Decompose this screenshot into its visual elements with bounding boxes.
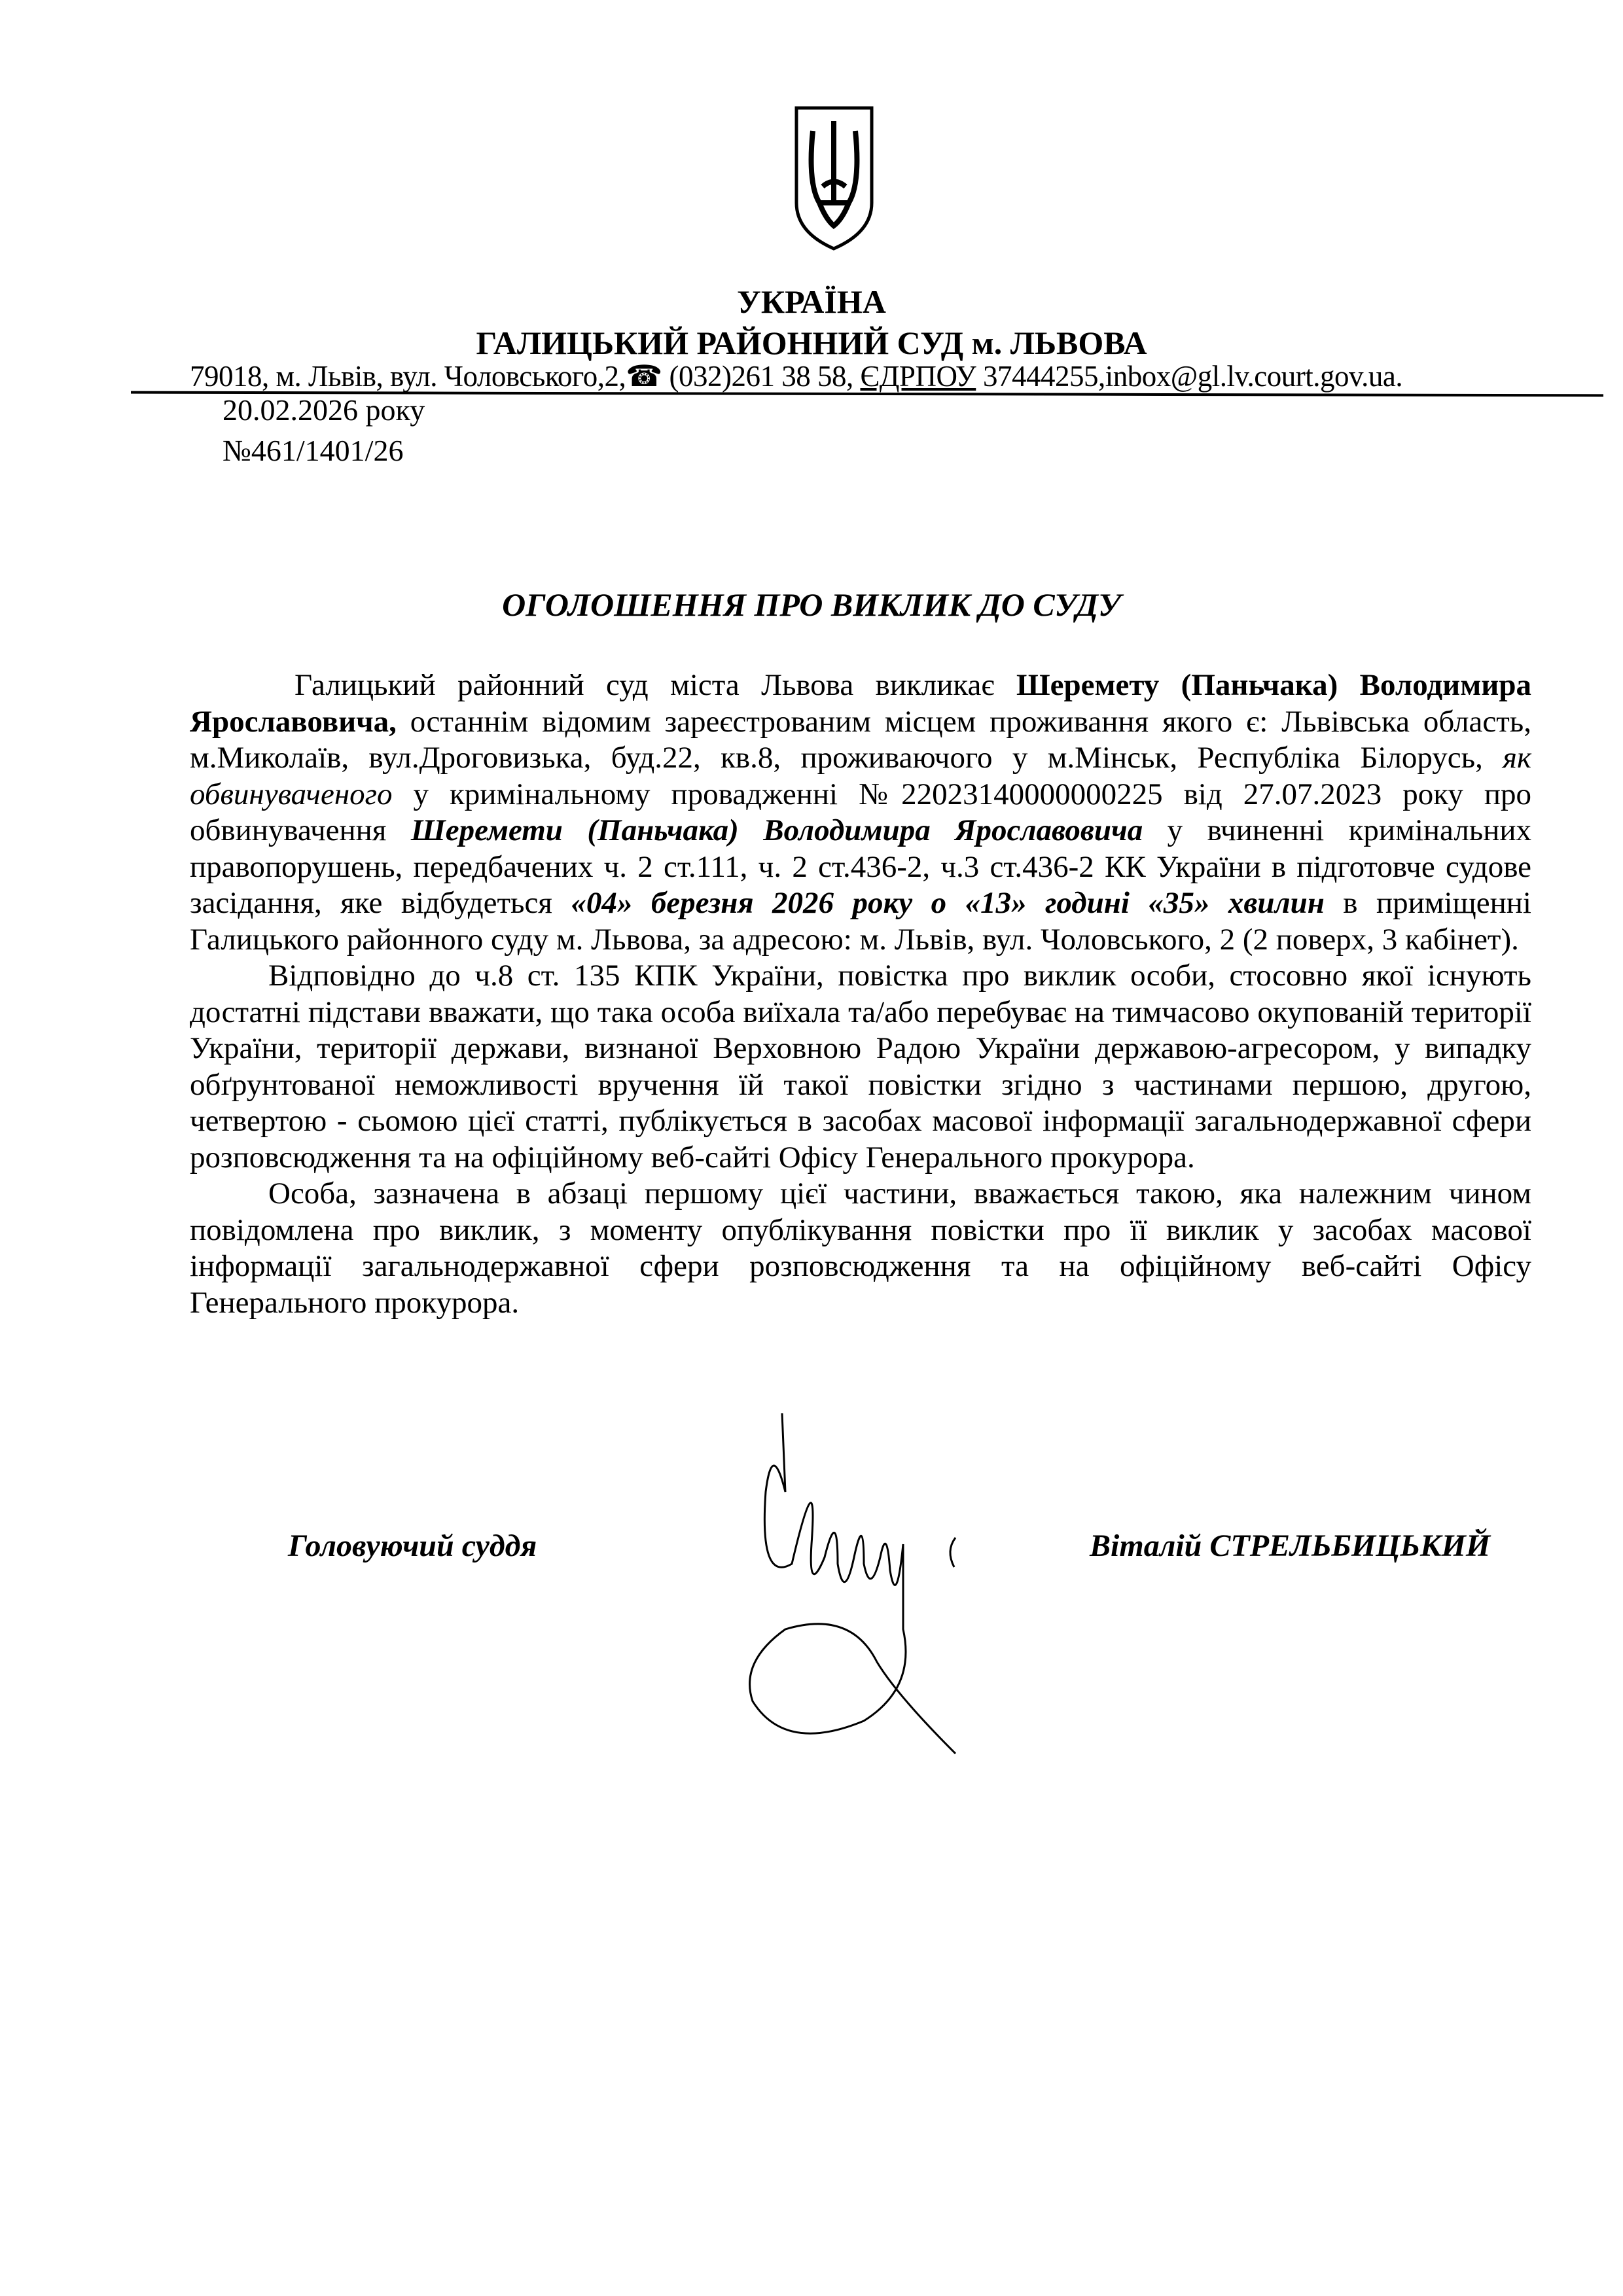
signer-role: Головуючий суддя — [288, 1528, 537, 1563]
judge-name: Віталій СТРЕЛЬБИЦЬКИЙ — [1090, 1528, 1491, 1563]
document-number: №461/1401/26 — [223, 434, 404, 467]
court-name: ГАЛИЦЬКИЙ РАЙОННИЙ СУД м. ЛЬВОВА — [476, 325, 1147, 361]
text-segment: у вчиненні кримінальних правопорушень, передбачених ч. 2 ст.111, ч. 2 ст.436-2, ч.3 ст.436-2 КК України в підготовче судове засідання, яке відбудеться — [190, 813, 1532, 920]
defendant-name: Шеремету (Паньчака) Володимира Ярославовича, — [190, 668, 1531, 739]
hearing-datetime: «04» березня 2026 року о «13» годині «35» хвилин — [571, 886, 1325, 920]
court-phone: (032)261 38 58, — [669, 360, 853, 393]
document-heading: ОГОЛОШЕННЯ ПРО ВИКЛИК ДО СУДУ — [502, 586, 1121, 623]
paragraph-summons — [190, 667, 1531, 958]
document-date: 20.02.2026 року — [223, 393, 425, 427]
text-segment: Галицький районний суд міста Львова викликає — [294, 668, 1016, 702]
text-segment: останнім відомим зареєстрованим місцем проживання якого є: Львівська область, м.Миколаїв, вул.Дроговизька, буд.22, кв.8, проживаючого у м.Мінськ, Республіка Білорусь, — [190, 704, 1531, 775]
text-segment: в приміщенні Галицького районного суду м. Львова, за адресою: м. Львів, вул. Чоловського, 2 (2 поверх, 3 кабінет). — [190, 886, 1531, 957]
paragraph-notification: Особа, зазначена в абзаці першому цієї частини, вважається такою, яка належним чином повідомлена про виклик, з моменту опублікування повістки про її виклик у засобах масової інформації загальнодержавної сфери розповсюдження та на офіційному веб-сайті Офісу Генерального прокурора. — [190, 1176, 1531, 1320]
court-contact-line — [190, 359, 1402, 393]
telephone-icon: ☎ — [626, 360, 662, 393]
handwritten-signature — [746, 1413, 962, 1760]
document-body — [190, 667, 1531, 1321]
text-segment: у кримінальному провадженні №22023140000000225 від 27.07.2023 року про обвинувачення — [190, 777, 1531, 847]
trident-coat-of-arms-icon — [793, 105, 875, 252]
edrpou-and-email: 37444255,inbox@gl.lv.court.gov.ua. — [983, 360, 1403, 393]
court-address: 79018, м. Львів, вул. Чоловського,2, — [190, 360, 626, 393]
country-title: УКРАЇНА — [737, 283, 886, 320]
defendant-name-genitive: Шеремети (Паньчака) Володимира Ярославовича — [410, 813, 1143, 847]
edrpou-label: ЄДРПОУ — [860, 360, 976, 393]
defendant-status: як обвинуваченого — [190, 741, 1531, 811]
paragraph-legal-basis: Відповідно до ч.8 ст. 135 КПК України, повістка про виклик особи, стосовно якої існують достатні підстави вважати, що така особа виїхала та/або перебуває на тимчасово окупованій території України, території держави, визнаної Верховною Радою України державою-агресором, у випадку обґрунтованої неможливості вручення їй такої повістки згідно з частинами першою, другою, четвертою - сьомою цієї статті, публікується в засобах масової інформації загальнодержавної сфери розповсюдження та на офіційному веб-сайті Офісу Генерального прокурора. — [190, 959, 1531, 1174]
